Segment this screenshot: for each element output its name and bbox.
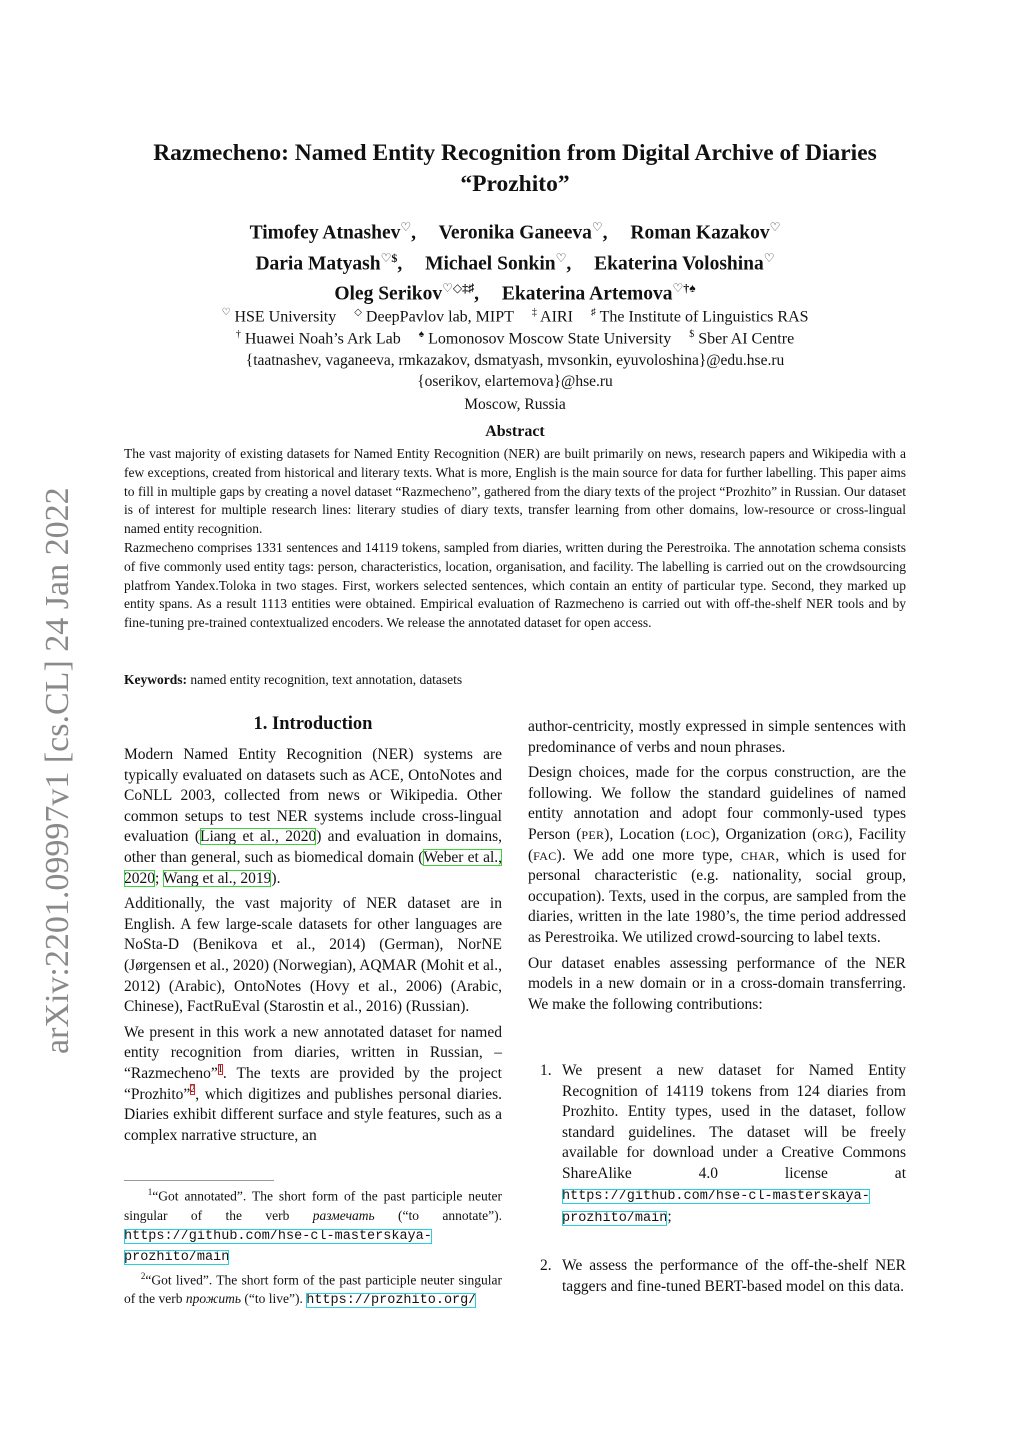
abstract (124, 445, 906, 633)
author-affil-mark: ♡†♠ (672, 281, 696, 295)
location: Moscow, Russia (464, 396, 566, 413)
dataset-url[interactable]: https://github.com/hse-cl-masterskaya-prozhito/main (562, 1188, 870, 1227)
body-paragraph: Our dataset enables assessing performance of the NER models in a new domain or in a cross-domain transferring. We make the following contributions: (528, 954, 906, 1013)
entity-tag: ORG (817, 827, 844, 842)
author-name: Roman Kazakov (630, 222, 770, 244)
footnotes (124, 1183, 502, 1310)
affil-mark: ♯ (590, 307, 596, 318)
footnote: $^2$“Got lived”. The short form of the past participle neuter singular of the verb прожить (“to live”). https://prozhito.org/ (124, 1270, 502, 1308)
affiliation: The Institute of Linguistics RAS (599, 308, 809, 326)
affiliation: Sber AI Centre (698, 330, 795, 348)
affiliation: DeepPavlov lab, MIPT (365, 308, 514, 326)
affiliation: AIRI (540, 308, 573, 326)
citation-link[interactable]: Weber et al., 2020 (124, 848, 503, 887)
footnote-url[interactable]: https://github.com/hse-cl-masterskaya-prozhito/main (124, 1228, 432, 1265)
footnote-ref[interactable]: 1 (217, 1063, 223, 1075)
affiliation: Lomonosov Moscow State University (428, 330, 672, 348)
abstract-heading: Abstract (485, 423, 545, 440)
abstract-paragraph: Razmecheno comprises 1331 sentences and 14119 tokens, sampled from diaries, written during the Perestroika. The annotation schema consists of five commonly used entity tags: person, characteristics, location, organisation, and facility. The labelling is carried out on the crowdsourcing platfrom Yandex.Toloka in two stages. First, workers selected sentences, which contain an entity of particular type. Second, they marked up entity spans. As a result 1113 entities were obtained. Empirical evaluation of Razmecheno is carried out with off-the-shelf NER tools and by fine-tuning pre-trained contextualized encoders. We release the annotated dataset for open access. (124, 539, 906, 631)
entity-tag: CHAR (740, 848, 776, 863)
email-line: {taatnashev, vaganeeva, rmkazakov, dsmatyash, mvsonkin, eyuvoloshina}@edu.hse.ru (245, 352, 785, 369)
body-paragraph: Modern Named Entity Recognition (NER) systems are typically evaluated on datasets such as ACE, OntoNotes and CoNLL 2003, collected from news or Wikipedia. Other common setups to test NER systems include cross-lingual evaluation (Liang et al., 2020) and evaluation in domains, other than general, such as biomedical domain (Weber et al., 2020; Wang et al., 2019). (124, 746, 503, 887)
author-name: Veronika Ganeeva (438, 222, 592, 244)
list-number: 1. (540, 1062, 552, 1079)
email-line: {oserikov, elartemova}@hse.ru (417, 373, 613, 390)
author-affil-mark: ♡ (400, 220, 412, 234)
author-affil-mark: ♡$ (380, 250, 398, 265)
title-line-1: Razmecheno: Named Entity Recognition from Digital Archive of Diaries (153, 140, 877, 166)
affil-mark: ◇ (354, 307, 362, 318)
affiliations-line-2 (120, 324, 910, 350)
body-paragraph: We present in this work a new annotated dataset for named entity recognition from diaries, written in Russian, – “Razmecheno”$^1$. The texts are provided by the project “Prozhito”$^2$, which digitizes and publishes personal diaries. Diaries exhibit different surface and style features, such as a complex narrative structure, an (124, 1023, 502, 1144)
arxiv-side-label (22, 458, 86, 1058)
keywords (124, 672, 462, 688)
keywords-text: named entity recognition, text annotation, datasets (190, 672, 463, 687)
author-affil-mark: ♡ (591, 220, 603, 234)
author-name: Michael Sonkin (425, 253, 556, 274)
author-affil-mark: ♡ (763, 250, 775, 265)
body-paragraph: author-centricity, mostly expressed in simple sentences with predominance of verbs and noun phrases. (528, 718, 906, 756)
entity-tag: FAC (533, 848, 557, 863)
section-heading: 1. Introduction (253, 714, 373, 734)
abstract-paragraph: The vast majority of existing datasets for Named Entity Recognition (NER) are built primarily on news, research papers and Wikipedia with a few exceptions, created from historical and literary texts. What is more, English is the main source for data for further labelling. This paper aims to fill in multiple gaps by creating a novel dataset “Razmecheno”, gathered from the diary texts of the project “Prozhito” in Russian. Our dataset is of interest for multiple research lines: literary studies of diary texts, transfer learning from other domains, low-resource or cross-lingual named entity recognition. (124, 446, 906, 537)
paper-title (120, 138, 910, 200)
author-affil-mark: ♡ (555, 250, 567, 265)
author-name: Timofey Atnashev (249, 222, 401, 244)
footnote: $^1$“Got annotated”. The short form of the past participle neuter singular of the verb размечать (“to annotate”). https://github.com/hse-cl-masterskaya-prozhito/main (124, 1187, 502, 1265)
affiliation: Huawei Noah’s Ark Lab (244, 330, 401, 348)
author-name: Daria Matyash (255, 253, 381, 274)
title-line-2: “Prozhito” (460, 171, 570, 197)
affil-mark: ‡ (531, 307, 537, 318)
citation-link[interactable]: Wang et al., 2019 (162, 869, 272, 887)
list-number: 2. (540, 1257, 552, 1274)
contribution-item: 2. We assess the performance of the off-the-shelf NER taggers and fine-tuned BERT-based model on this data. (540, 1257, 906, 1295)
entity-tag: PER (581, 827, 605, 842)
author-name: Ekaterina Voloshina (594, 253, 764, 274)
right-column (528, 717, 906, 1020)
author-emails (120, 350, 910, 392)
affil-mark: ♠ (418, 329, 425, 340)
author-affil-mark: ♡◇‡♯ (442, 281, 475, 295)
affil-mark: ♡ (221, 307, 231, 318)
affil-mark: † (235, 329, 241, 340)
affil-mark: $ (689, 329, 695, 340)
body-paragraph: Design choices, made for the corpus construction, are the following. We follow the standard guidelines of named entity annotation and adopt four commonly-used types Person (PER), Location (LOC), Organization (ORG), Facility (FAC). We add one more type, CHAR, which is used for personal characteristic (e.g. nationality, social group, occupation). Texts, used in the corpus, are sampled from the diaries, written in the late 1980’s, the time period addressed as Perestroika. We utilized crowd-sourcing to label texts. (528, 764, 906, 946)
author-name: Ekaterina Artemova (501, 283, 673, 305)
footnote-url[interactable]: https://prozhito.org/ (306, 1293, 477, 1308)
body-paragraph: Additionally, the vast majority of NER dataset are in English. A few large-scale datasets for other languages are NoSta-D (Benikova et al., 2014) (German), NorNE (Jørgensen et al., 2020) (Norwegian), AQMAR (Mohit et al., 2012) (Arabic), OntoNotes (Hovy et al., 2006) (Arabic, Chinese), FactRuEval (Starostin et al., 2016) (Russian). (124, 895, 502, 1016)
keywords-label: Keywords: (124, 672, 187, 687)
arxiv-identifier: arXiv:2201.09997v1 [cs.CL] 24 Jan 2022 (39, 487, 76, 1054)
author-name: Oleg Serikov (334, 283, 443, 305)
entity-tag: LOC (685, 827, 711, 842)
citation-link[interactable]: Liang et al., 2020 (200, 828, 317, 846)
affiliation: HSE University (234, 308, 337, 326)
left-column (124, 745, 502, 1151)
contribution-item: 1. We present a new dataset for Named Entity Recognition of 14119 tokens from 124 diaries from Prozhito. Entity types, used in the dataset, follow standard guidelines. The dataset will be freely available for download under a Creative Commons ShareAlike 4.0 license at https://github.com/hse-cl-masterskaya-prozhito/main; (540, 1062, 906, 1227)
footnote-rule (124, 1180, 274, 1181)
author-affil-mark: ♡ (769, 220, 781, 234)
footnote-ref[interactable]: 2 (190, 1084, 196, 1096)
author-list: Timofey Atnashev♡, Veronika Ganeeva♡, Roman Kazakov♡ Daria Matyash♡$, Michael Sonkin♡, Ekaterina Voloshina♡ Oleg Serikov♡◇‡♯, Ekaterina Artemova♡†♠ (249, 220, 781, 305)
